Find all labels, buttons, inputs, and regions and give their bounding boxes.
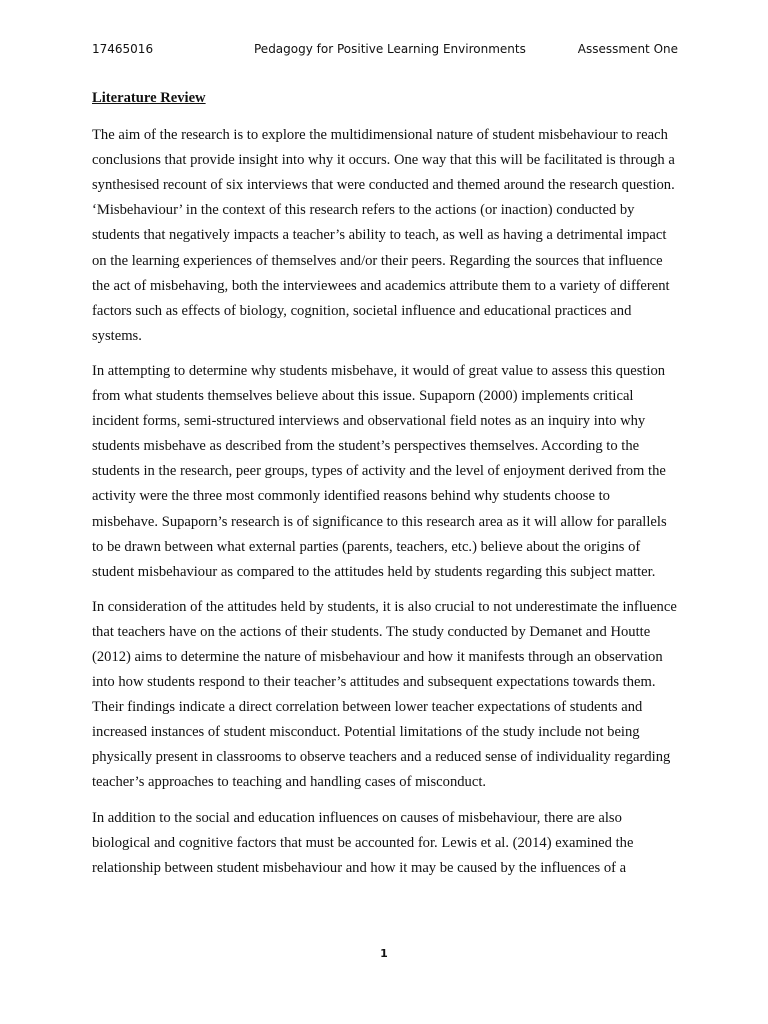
paragraph-3: In consideration of the attitudes held by students, it is also crucial to not underestimate the influence that teachers have on the actions of their students. The study conducted by Demanet and Houtte (2012) aims to determine the nature of misbehaviour and how it manifests through an observation into how students respond to their teacher’s attitudes and subsequent expectations towards them. Their findings indicate a direct correlation between lower teacher expectations of students and increased instances of student misconduct. Potential limitations of the study include not being physically present in classrooms to observe teachers and a reduced sense of individuality regarding teacher’s approaches to teaching and handling cases of misconduct. bbox=[92, 598, 677, 791]
header-student-id: 17465016 bbox=[92, 42, 154, 56]
paragraph-4: In addition to the social and education influences on causes of misbehaviour, there are also biological and cognitive factors that must be accounted for. Lewis et al. (2014) examined the relationship between student misbehaviour and how it may be caused by the influences of a bbox=[92, 809, 634, 876]
paragraph-2: In attempting to determine why students misbehave, it would of great value to assess this question from what students themselves believe about this issue. Supaporn (2000) implements critical incident forms, semi-structured interviews and observational field notes as an inquiry into why students misbehave as described from the student’s perspectives themselves. According to the students in the research, peer groups, types of activity and the level of enjoyment derived from the activity were the three most commonly identified reasons behind why students choose to misbehave. Supaporn’s research is of significance to this research area as it will allow for parallels to be drawn between what external parties (parents, teachers, etc.) believe about the origins of student misbehaviour as compared to the attitudes held by students regarding this subject matter. bbox=[92, 362, 667, 580]
page-header bbox=[92, 42, 678, 60]
header-assessment: Assessment One bbox=[577, 42, 678, 56]
section-heading: Literature Review bbox=[92, 90, 206, 106]
page-number: 1 bbox=[380, 947, 388, 960]
header-course-title: Pedagogy for Positive Learning Environments bbox=[254, 42, 526, 56]
paragraph-1: The aim of the research is to explore the multidimensional nature of student misbehaviour to reach conclusions that provide insight into why it occurs. One way that this will be facilitated is through a synthesised recount of six interviews that were conducted and themed around the research question. ‘Misbehaviour’ in the context of this research refers to the actions (or inaction) conducted by students that negatively impacts a teacher’s ability to teach, as well as having a detrimental impact on the learning experiences of themselves and/or their peers. Regarding the sources that influence the act of misbehaving, both the interviewees and academics attribute them to a variety of different factors such as effects of biology, cognition, societal influence and educational practices and systems. bbox=[92, 127, 675, 344]
document-body bbox=[92, 86, 678, 891]
